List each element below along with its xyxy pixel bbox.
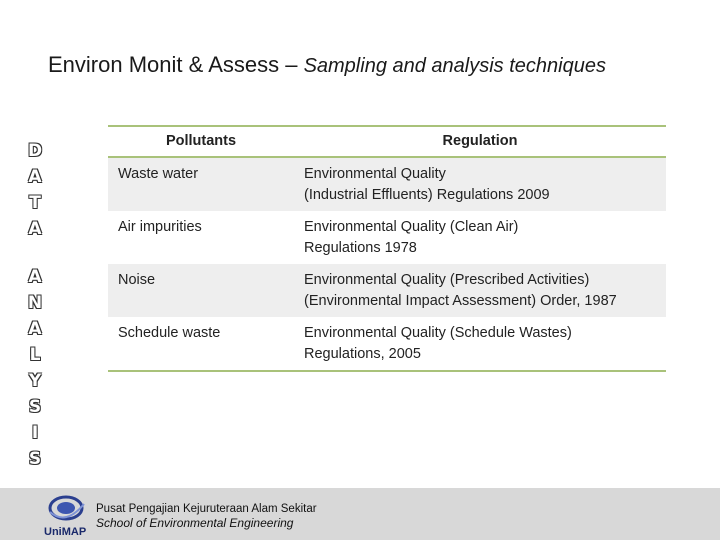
- letter: S: [28, 449, 42, 469]
- regulation-line: (Industrial Effluents) Regulations 2009: [304, 187, 550, 203]
- header-pollutants: Pollutants: [108, 126, 294, 157]
- regulation-cell: [294, 211, 666, 264]
- letter: Y: [28, 371, 42, 391]
- regulation-cell: [294, 264, 666, 317]
- letter: A: [28, 319, 42, 339]
- school-name: School of Environmental Engineering: [96, 516, 294, 530]
- footer-text: [96, 502, 317, 530]
- regulation-line: Environmental Quality: [304, 166, 446, 182]
- letter: A: [28, 219, 42, 239]
- regulation-line: (Environmental Impact Assessment) Order, 1987: [304, 293, 617, 309]
- table-header-row: [108, 126, 666, 157]
- letter: A: [28, 267, 42, 287]
- letter: D: [27, 141, 43, 161]
- letter: A: [28, 167, 42, 187]
- regulation-line: Environmental Quality (Clean Air): [304, 219, 519, 235]
- table-row: [108, 157, 666, 211]
- slide-title: [48, 52, 708, 78]
- regulation-line: Regulations 1978: [304, 240, 417, 256]
- pollutant-cell: Air impurities: [118, 219, 202, 235]
- letter: N: [27, 293, 43, 313]
- institution-name: Pusat Pengajian Kejuruteraan Alam Sekitar: [96, 503, 317, 515]
- table-row: [108, 211, 666, 264]
- regulation-line: Environmental Quality (Prescribed Activities): [304, 272, 590, 288]
- footer-bar: [0, 488, 720, 540]
- pollutant-cell: Schedule waste: [108, 317, 294, 371]
- letter: I: [31, 423, 39, 443]
- pollutant-cell: Waste water: [108, 157, 294, 211]
- letter: T: [29, 193, 41, 213]
- header-regulation: Regulation: [294, 126, 666, 157]
- title-main: Environ Monit & Assess –: [48, 52, 304, 77]
- regulation-line: Environmental Quality (Schedule Wastes): [304, 325, 572, 341]
- unimap-logo: [42, 492, 94, 538]
- regulation-cell: [294, 157, 666, 211]
- regulations-table: [108, 125, 666, 372]
- vertical-word-data: [25, 138, 45, 242]
- table-row: [108, 264, 666, 317]
- title-subtitle: Sampling and analysis techniques: [303, 55, 606, 77]
- letter: S: [28, 397, 42, 417]
- letter: L: [29, 345, 41, 365]
- table-row: [108, 317, 666, 371]
- logo-text: UniMAP: [44, 526, 87, 538]
- regulation-cell: [294, 317, 666, 371]
- vertical-word-analysis: [25, 264, 45, 472]
- regulation-line: Regulations, 2005: [304, 346, 421, 362]
- pollutant-cell: Noise: [108, 264, 294, 317]
